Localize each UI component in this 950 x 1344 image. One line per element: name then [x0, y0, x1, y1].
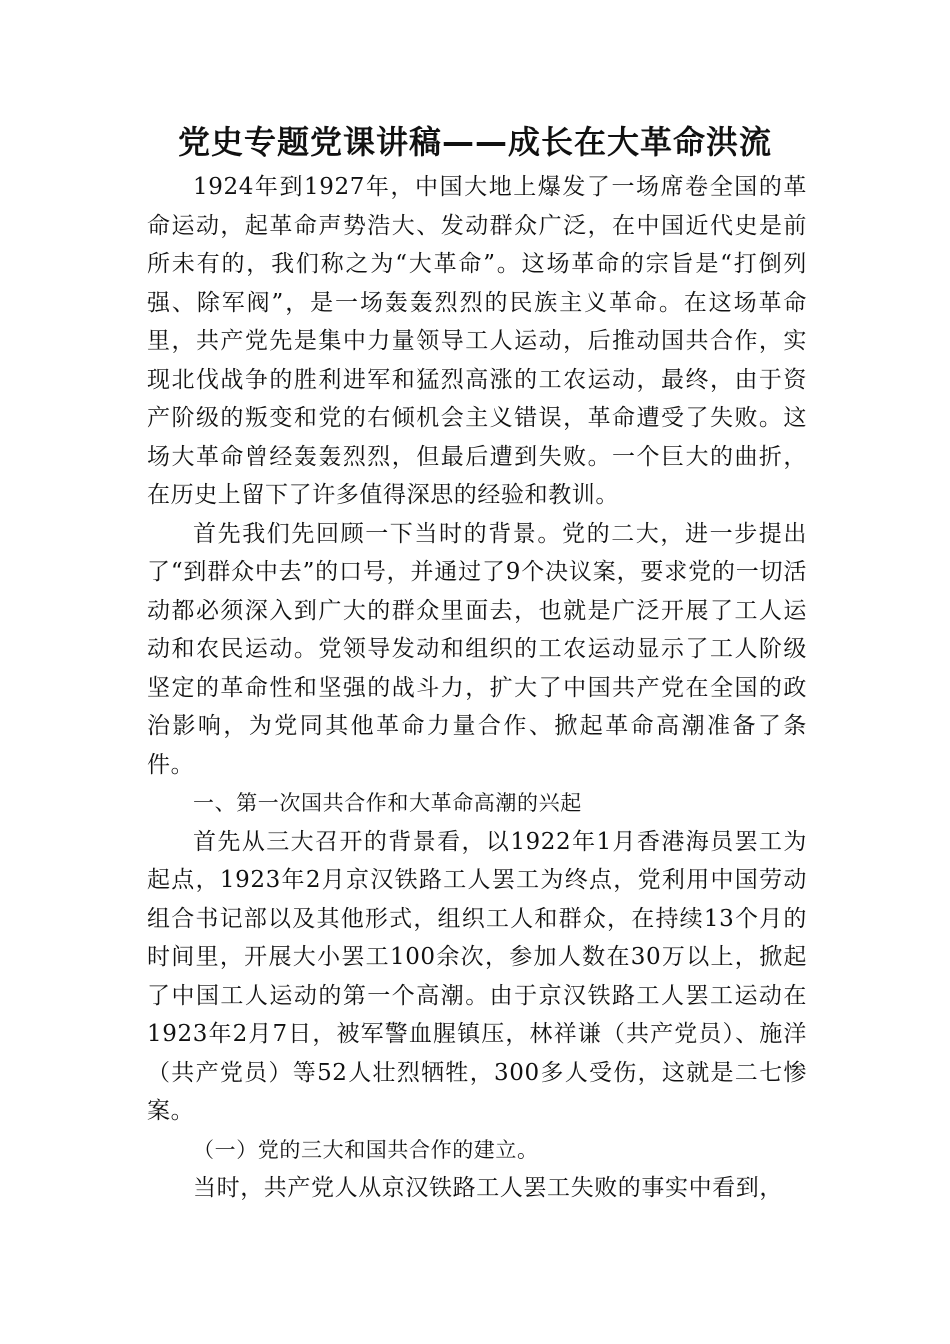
paragraph-continuation: 当时，共产党人从京汉铁路工人罢工失败的事实中看到， — [193, 1175, 783, 1201]
subsection-heading-1: （一）党的三大和国共合作的建立。 — [193, 1137, 539, 1162]
paragraph-background: 首先我们先回顾一下当时的背景。党的二大，进一步提出了“到群众中去”的口号，并通过了9个决议案，要求党的一切活动都必须深入到广大的群众里面去，也就是广泛开展了工人运动和农民运动。党领导发动和组织的工农运动显示了工人阶级坚定的革命性和坚强的战斗力，扩大了中国共产党在全国的政治影响，为党同其他革命力量合作、掀起革命高潮准备了条件。 — [147, 520, 807, 778]
document-body — [147, 168, 807, 1208]
paragraph-third-congress-background: 首先从三大召开的背景看，以1922年1月香港海员罢工为起点，1923年2月京汉铁路工人罢工为终点，党利用中国劳动组合书记部以及其他形式，组织工人和群众，在持续13个月的时间里，开展大小罢工100余次，参加人数在30万以上，掀起了中国工人运动的第一个高潮。由于京汉铁路工人罢工运动在1923年2月7日，被军警血腥镇压，林祥谦（共产党员）、施洋（共产党员）等52人壮烈牺牲，300多人受伤，这就是二七惨案。 — [147, 828, 807, 1124]
document-title: 党史专题党课讲稿——成长在大革命洪流 — [177, 123, 772, 161]
section-heading-1: 一、第一次国共合作和大革命高潮的兴起 — [193, 791, 582, 815]
paragraph-intro: 1924年到1927年，中国大地上爆发了一场席卷全国的革命运动，起革命声势浩大、发动群众广泛，在中国近代史是前所未有的，我们称之为“大革命”。这场革命的宗旨是“打倒列强、除军阀”，是一场轰轰烈烈的民族主义革命。在这场革命里，共产党先是集中力量领导工人运动，后推动国共合作，实现北伐战争的胜利进军和猛烈高涨的工农运动，最终，由于资产阶级的叛变和党的右倾机会主义错误，革命遭受了失败。这场大革命曾经轰轰烈烈，但最后遭到失败。一个巨大的曲折，在历史上留下了许多值得深思的经验和教训。 — [147, 174, 807, 508]
